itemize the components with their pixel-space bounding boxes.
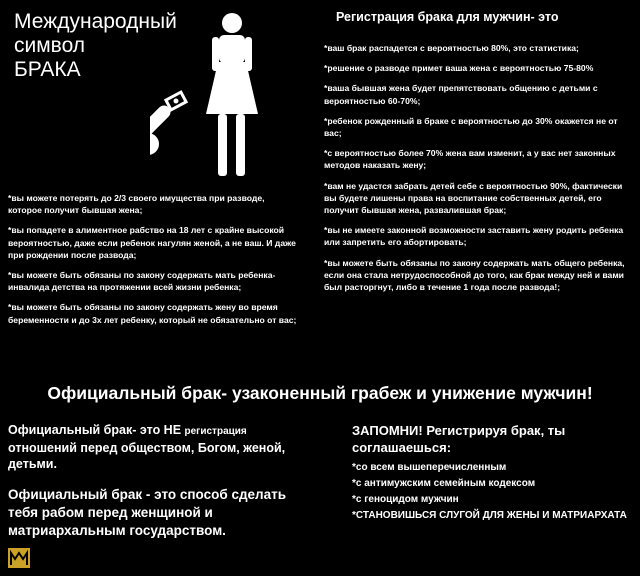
list-item: *ваша бывшая жена будет препятствовать общению с детьми с вероятностью 60-70%; — [324, 83, 598, 106]
list-item: *вы попадете в алиментное рабство на 18 лет с крайне высокой вероятностью, даже если ребенок нагулян женой, а не ваш. И даже при рождении после развода; — [8, 225, 296, 260]
kneeling-man-head-icon — [150, 133, 159, 155]
list-item: *с геноцидом мужчин — [352, 494, 459, 505]
p1-part-a: Официальный брак- это НЕ — [8, 423, 185, 437]
list-item: *со всем вышеперечисленным — [352, 462, 507, 473]
bottom-right-heading: ЗАПОМНИ! Регистрируя брак, ты соглашаешься: — [352, 423, 566, 455]
p1-part-b: отношений перед обществом, Богом, женой, детьми. — [8, 441, 286, 471]
marriage-symbol-pictogram — [150, 10, 320, 190]
logo-icon — [8, 548, 30, 568]
list-item: *с вероятностью более 70% жена вам изменит, а у вас нет законных методов наказать жену; — [324, 148, 616, 171]
right-points-list — [320, 42, 625, 301]
bottom-right-block — [352, 422, 627, 524]
bottom-left-paragraph-1 — [8, 422, 318, 472]
slogan: Официальный брак- узаконенный грабеж и унижение мужчин! — [47, 383, 593, 403]
list-item: *вы не имеете законной возможности заставить жену родить ребенка или запретить его абортировать; — [324, 225, 624, 248]
left-points-list — [8, 192, 298, 334]
list-item: *вы можете быть обязаны по закону содержать жену во время беременности и до 3х лет ребенку, который не обязательно от вас; — [8, 302, 297, 325]
bottom-left-paragraph-2: Официальный брак - это способ сделать тебя рабом перед женщиной и матриархальным государством. — [8, 487, 287, 538]
bottom-right-list — [352, 460, 627, 524]
title-line-3: БРАКА — [14, 58, 81, 81]
p1-small: регистрация — [184, 426, 247, 437]
list-item: *вы можете потерять до 2/3 своего имущества при разводе, которое получит бывшая жена; — [8, 193, 265, 216]
title-line-1: Международный — [14, 10, 177, 33]
list-item: *ребенок рожденный в браке с вероятностью до 30% окажется не от вас; — [324, 115, 618, 139]
list-item: *вы можете быть обязаны по закону содержать мать ребенка-инвалида детства на протяжении всей жизни ребенка; — [8, 270, 276, 293]
list-item: *решение о разводе примет ваша жена с вероятностью 75-80% — [324, 63, 594, 74]
woman-figure-icon — [206, 13, 258, 176]
right-heading: Регистрация брака для мужчин- это — [336, 10, 559, 24]
list-item: *ваш брак распадется с вероятностью 80%, это статистика; — [324, 43, 579, 53]
title-line-2: символ — [14, 34, 86, 57]
list-item: *вы можете быть обязаны по закону содержать мать общего ребенка, если она стала нетрудоспособной до того, как брак между ней и вами был расторгнут, либо в течение 1 года после развода!; — [324, 257, 625, 293]
list-item: *вам не удастся забрать детей себе с вероятностью 90%, фактически вы будете лишены права на воспитание собственных детей, его получит бывшая жена, развалившая брак; — [324, 180, 623, 216]
list-item: *СТАНОВИШЬСЯ СЛУГОЙ ДЛЯ ЖЕНЫ И МАТРИАРХАТА — [352, 510, 627, 521]
list-item: *с антимужским семейным кодексом — [352, 478, 536, 489]
bottom-left-block — [8, 422, 318, 540]
